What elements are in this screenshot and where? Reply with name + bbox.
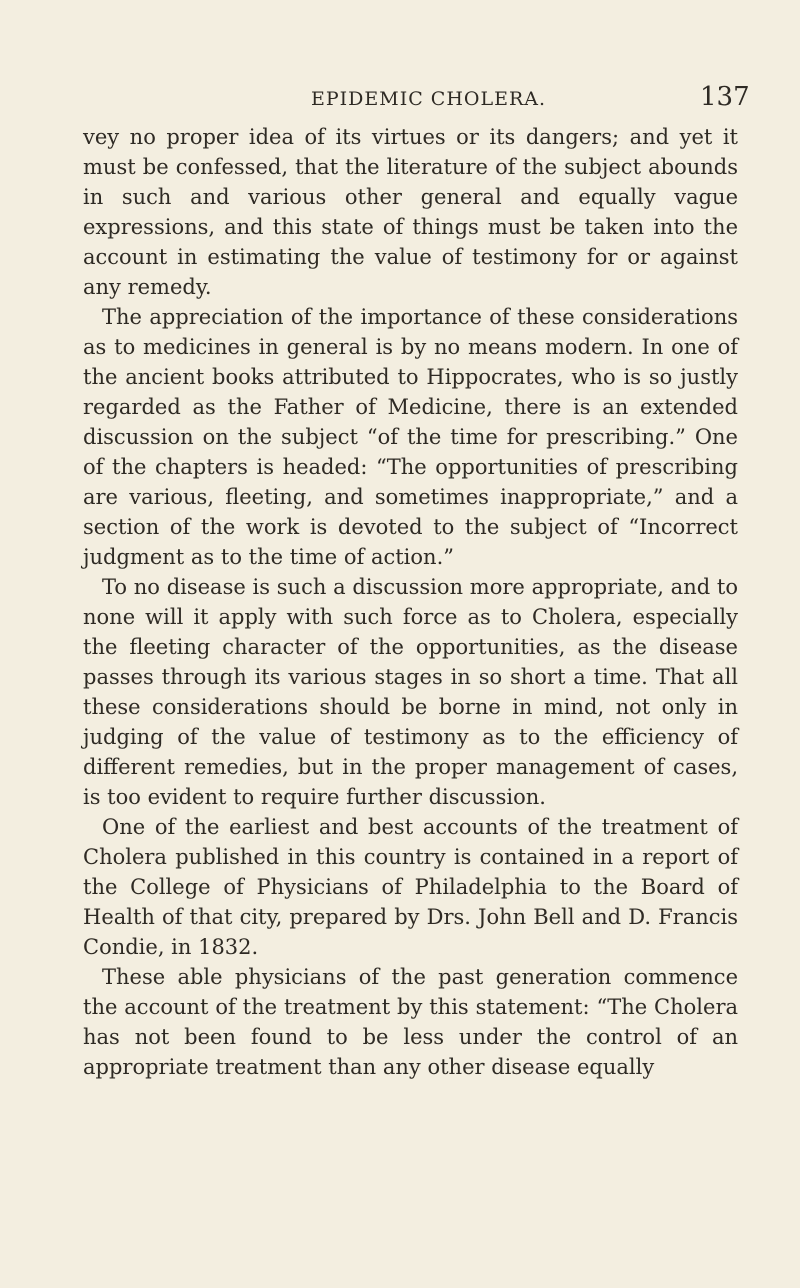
page-number: 137 bbox=[700, 82, 750, 112]
running-title: EPIDEMIC CHOLERA. bbox=[311, 88, 547, 110]
paragraph: One of the earliest and best accounts of the treatment of Cholera published in this country is contained in a report of the College of Physicians of Philadelphia to the Board of Health of that city, prepared by Drs. John Bell and D. Francis Condie, in 1832. bbox=[83, 815, 738, 959]
paragraph: The appreciation of the importance of these considerations as to medicines in general is by no means modern. In one of the ancient books attributed to Hippocrates, who is so justly regarded as the Father of Medicine, there is an extended discussion on the subject “of the time for prescribing.” One of the chapters is headed: “The opportunities of prescribing are various, fleeting, and sometimes inappropriate,” and a section of the work is devoted to the subject of “Incorrect judgment as to the time of action.” bbox=[83, 305, 738, 569]
paragraph: These able physicians of the past generation commence the account of the treatment by this statement: “The Cholera has not been found to be less under the control of an appropriate treatment than any other disease equally bbox=[83, 965, 738, 1079]
paragraph: vey no proper idea of its virtues or its dangers; and yet it must be confessed, that the literature of the subject abounds in such and various other general and equally vague expressions, and this state of things must be taken into the account in estimating the value of testimony for or against any remedy. bbox=[83, 125, 738, 299]
body-text bbox=[83, 122, 738, 1082]
paragraph: To no disease is such a discussion more appropriate, and to none will it apply with such force as to Cholera, especially the fleeting character of the opportunities, as the disease passes through its various stages in so short a time. That all these considerations should be borne in mind, not only in judging of the value of testimony as to the efficiency of different remedies, but in the proper management of cases, is too evident to require further discussion. bbox=[83, 575, 738, 809]
running-head bbox=[0, 82, 800, 118]
